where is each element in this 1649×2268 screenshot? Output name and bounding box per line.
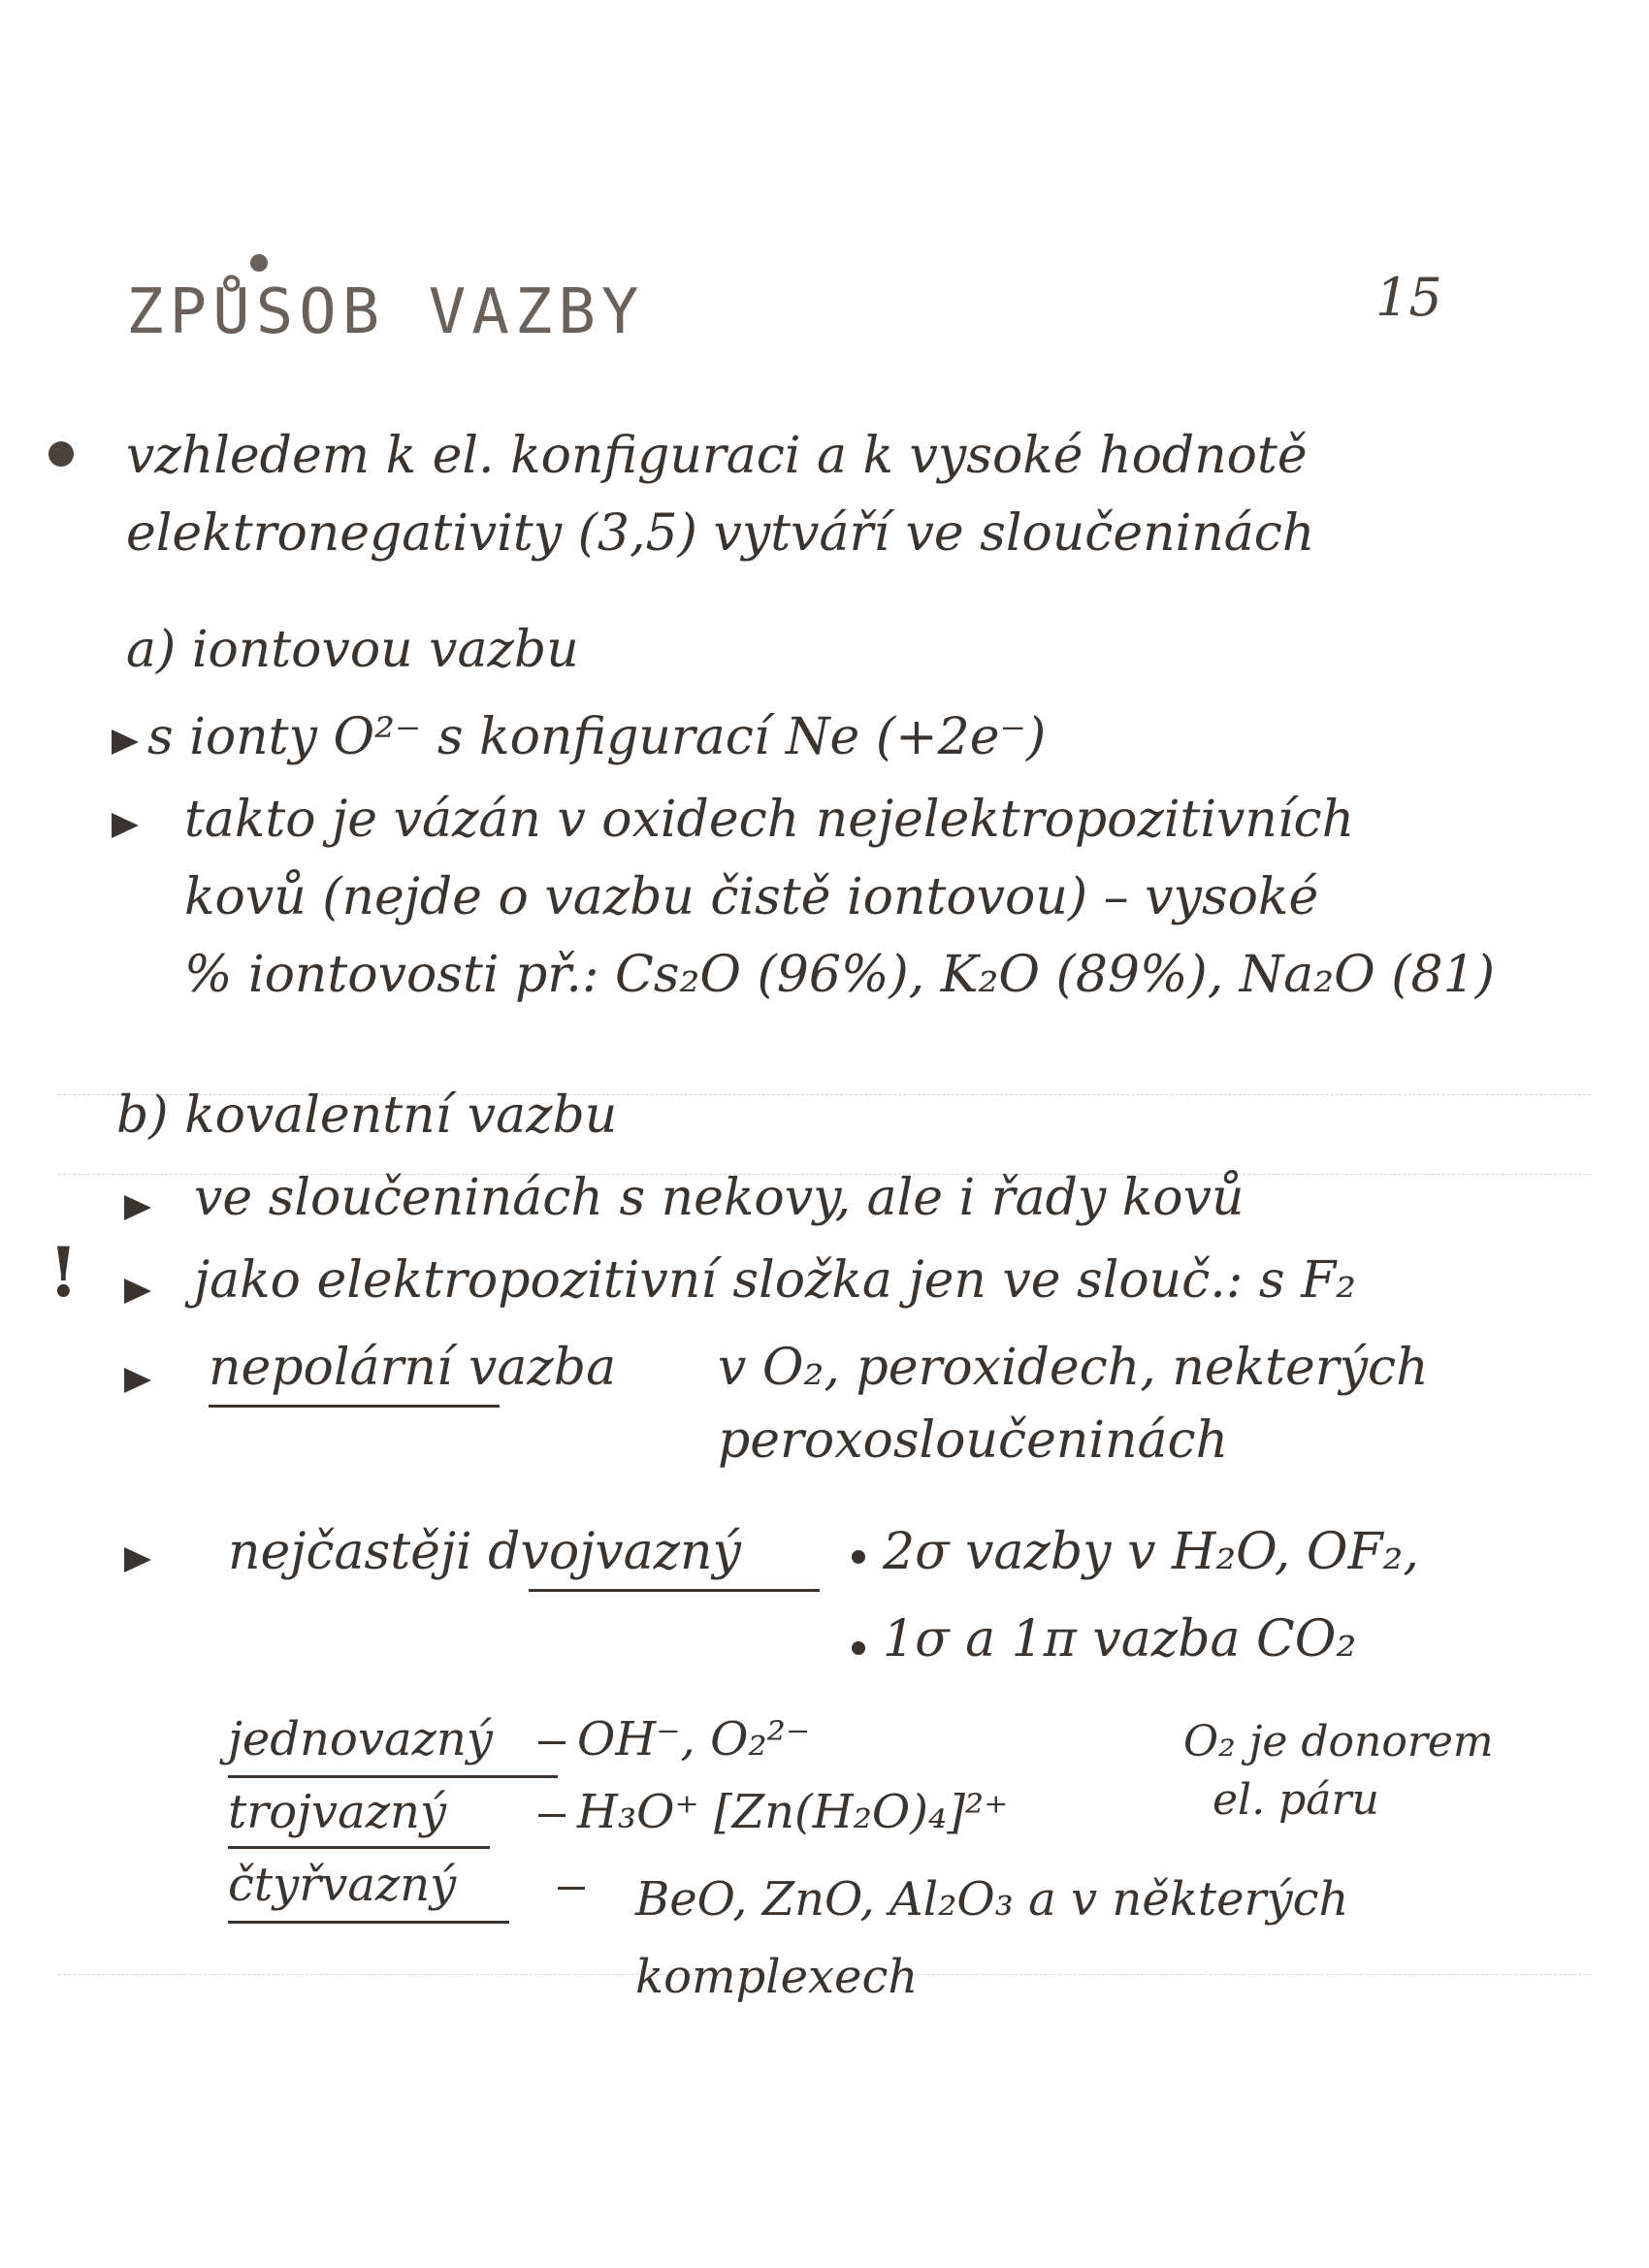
dot-bullet-icon [852,1550,865,1564]
section-b-item-3-right-1: v O₂, peroxidech, nekterých [718,1339,1429,1397]
section-b-item-2: jako elektropozitivní složka jen ve slouč.: s F₂ [194,1251,1357,1310]
quad-valent-value-2: komplexech [635,1950,919,2004]
triple-valent-label: trojvazný [228,1785,447,1839]
dash [538,1741,566,1744]
quad-valent-value: BeO, ZnO, Al₂O₃ a v některých [635,1872,1349,1927]
triple-valent-value: H₃O⁺ [Zn(H₂O)₄]²⁺ [577,1785,1009,1839]
triangle-bullet-icon [124,1368,151,1393]
single-valent-label: jednovazný [228,1712,493,1766]
bullet-icon [48,441,74,467]
dash [558,1887,585,1890]
section-b-item-3 [209,1339,616,1397]
triangle-bullet-icon [124,1195,151,1220]
page-title: ZPŮSOB VAZBY [126,276,645,348]
underline [529,1589,820,1592]
donor-note-line-2: el. páru [1212,1775,1379,1825]
quad-valent-label: čtyřvazný [228,1858,457,1912]
section-a-item-1: s ionty O²⁻ s konfigurací Ne (+2e⁻) [147,708,1047,766]
triangle-bullet-icon [124,1547,151,1572]
underline [228,1846,490,1849]
title-accent-dot [250,254,268,272]
dot-bullet-icon [852,1641,865,1655]
section-a-item-2-line-2: kovů (nejde o vazbu čistě iontovou) – vysoké [184,868,1319,926]
section-b-item-4 [228,1523,741,1581]
triangle-bullet-icon [112,813,139,838]
intro-line-2: elektronegativity (3,5) vytváří ve sloučeninách [126,504,1315,563]
intro-line-1: vzhledem k el. konfiguraci a k vysoké hodnotě [126,427,1308,485]
bivalent-example-2: 1σ a 1π vazba CO₂ [883,1610,1357,1669]
section-b-item-3-right-2: peroxosloučeninách [718,1411,1229,1470]
section-a-item-2-line-1: takto je vázán v oxidech nejelektropozitivních [184,791,1355,849]
section-b-item-1: ve sloučeninách s nekovy, ale i řady kovů [194,1169,1245,1227]
underline [228,1775,558,1778]
most-often-prefix: nejčastěji [228,1523,472,1581]
nonpolar-rest: vazba [469,1339,617,1397]
triangle-bullet-icon [124,1279,151,1304]
underline [209,1405,500,1408]
single-valent-value: OH⁻, O₂²⁻ [577,1712,811,1766]
section-a-item-2-line-3: % iontovosti př.: Cs₂O (96%), K₂O (89%), Na₂O (81) [184,946,1496,1004]
section-b-heading: b) kovalentní vazbu [116,1086,618,1145]
exclamation-mark: ! [48,1232,79,1312]
triangle-bullet-icon [112,729,139,755]
donor-note-line-1: O₂ je donorem [1183,1717,1494,1766]
dash [538,1814,566,1817]
bivalent-example-1: 2σ vazby v H₂O, OF₂, [883,1523,1419,1581]
underline [228,1921,509,1924]
nonpolar-label: nepolární [209,1339,453,1397]
section-a-heading: a) iontovou vazbu [126,621,579,679]
bivalent-label: dvojvazný [488,1523,741,1581]
page-number: 15 [1375,267,1442,328]
